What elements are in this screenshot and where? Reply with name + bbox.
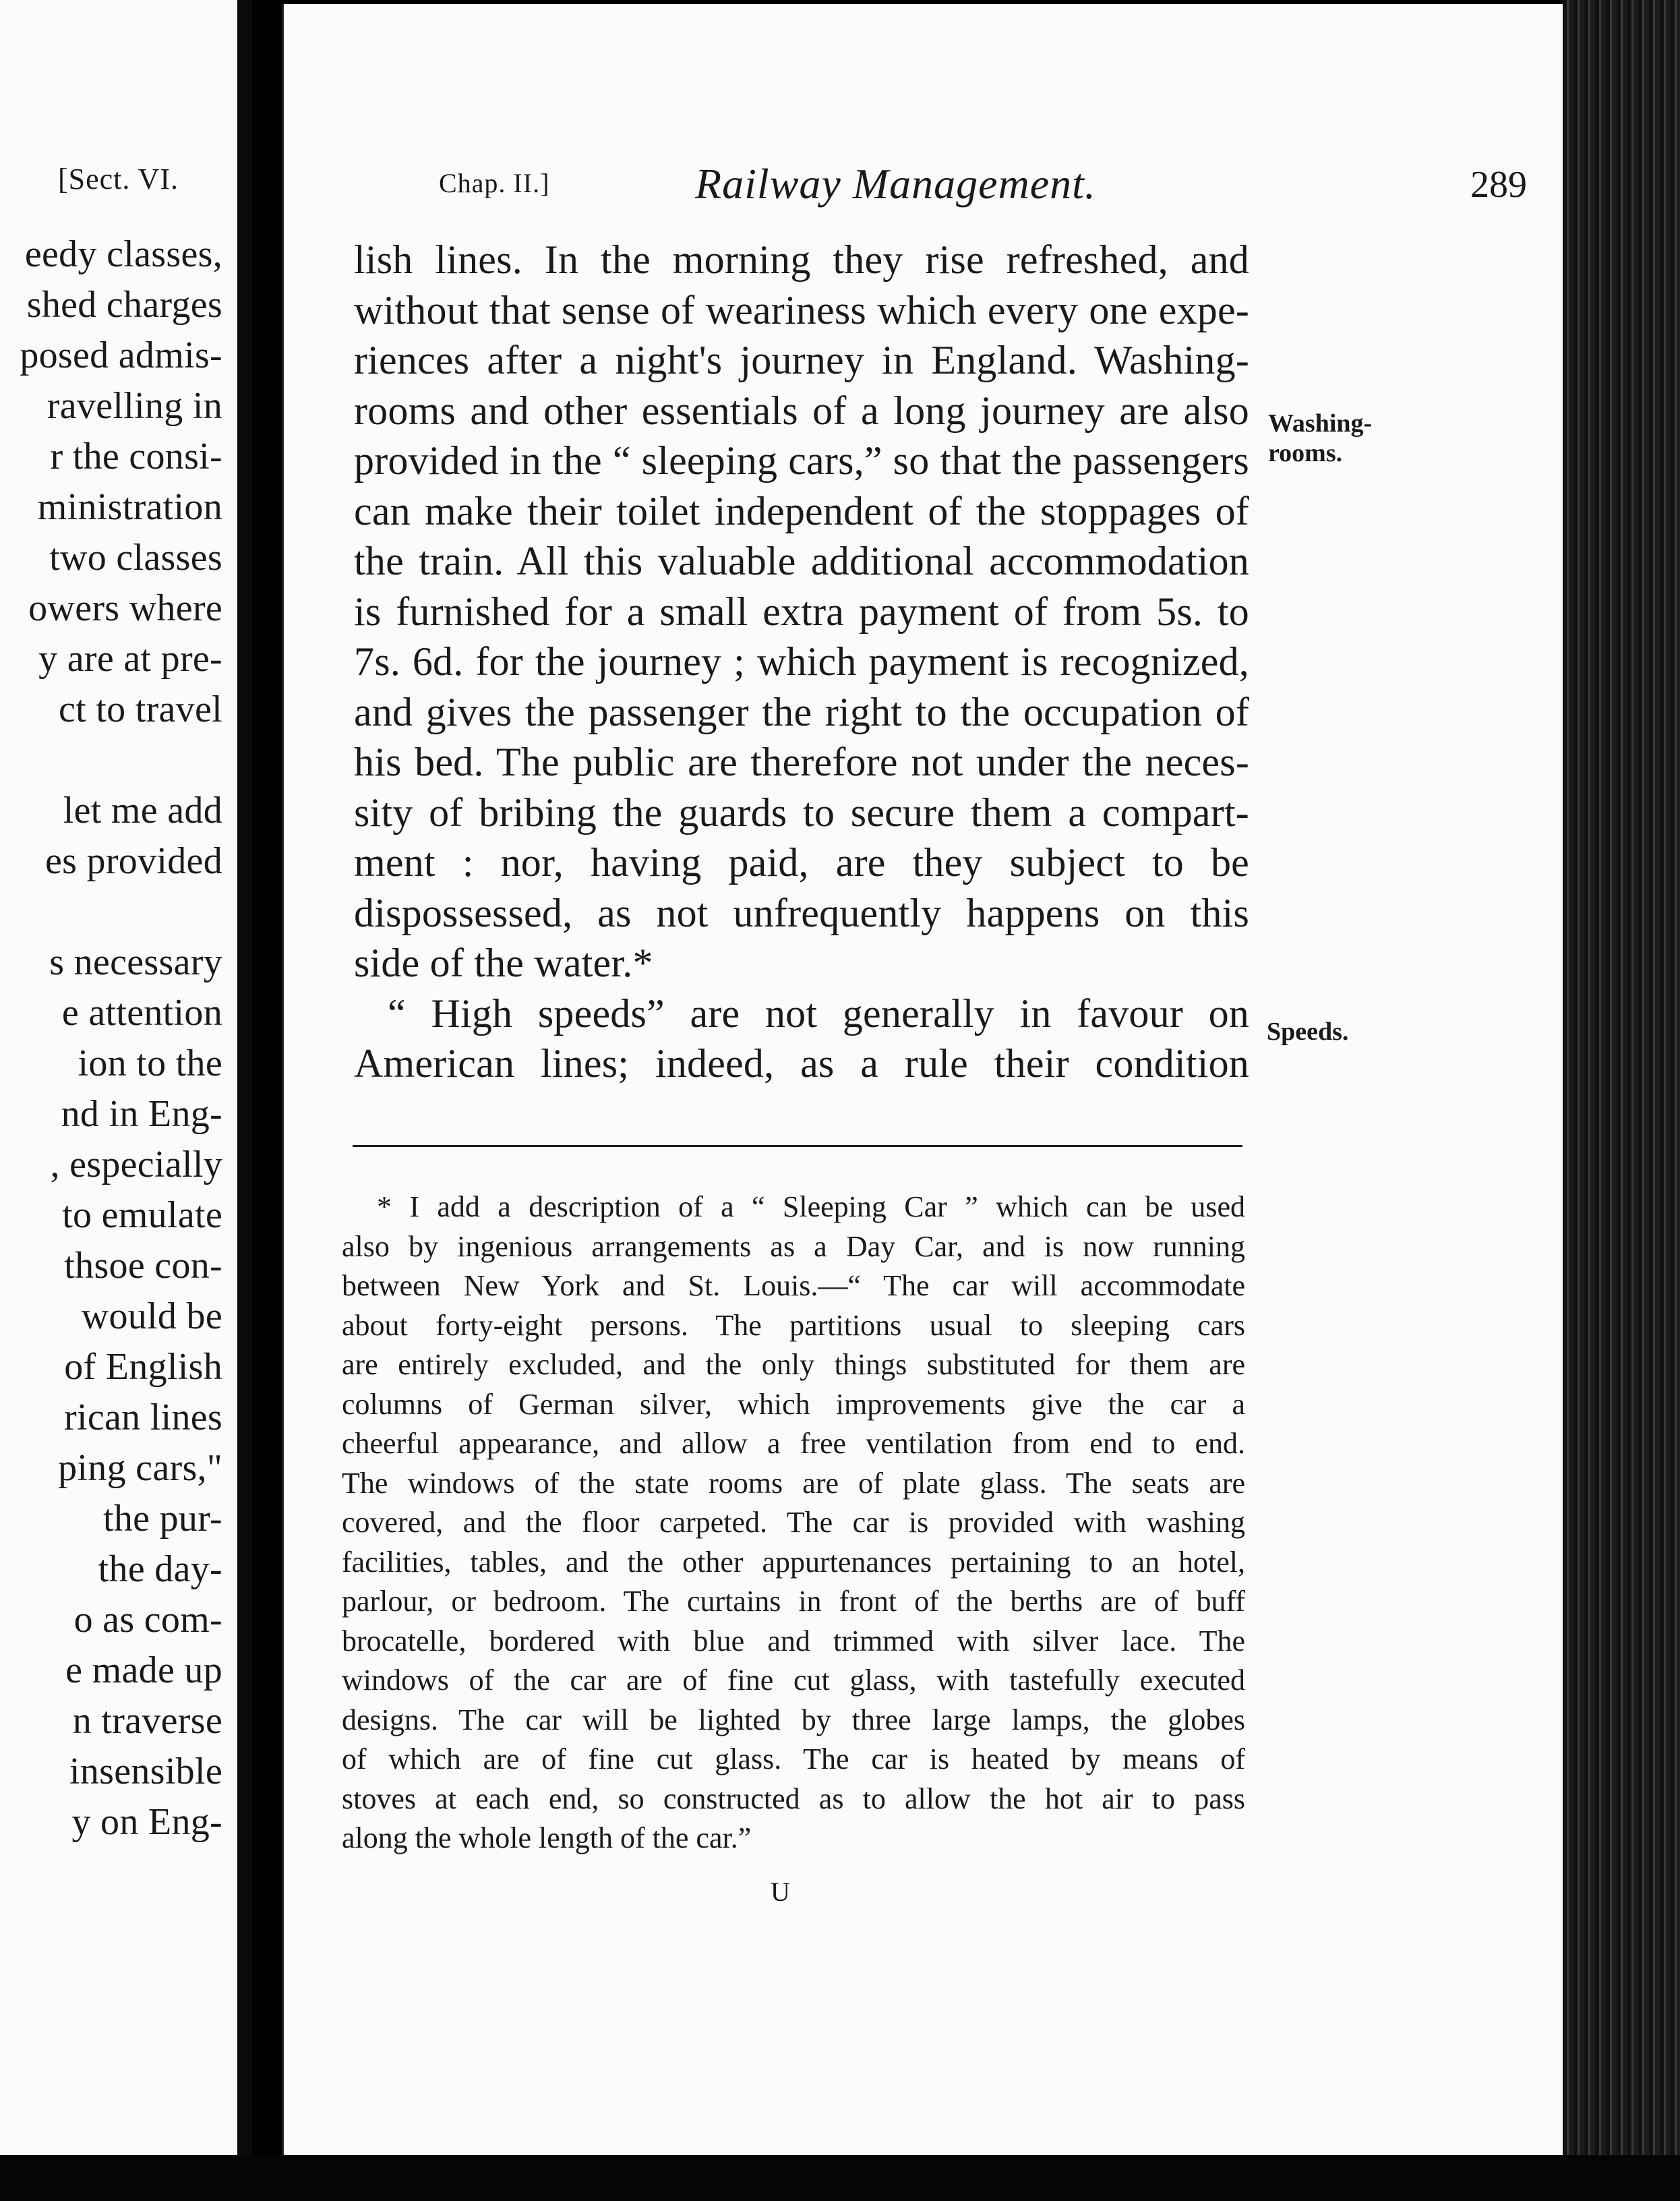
left-text-line: ion to the <box>78 1043 222 1084</box>
left-text-line: ct to travel <box>58 688 222 730</box>
body-text-line: “ High speeds” are not generally in favour on <box>388 991 1249 1036</box>
left-page-header: [Sect. VI. <box>58 163 179 196</box>
left-text-line: two classes <box>49 537 222 579</box>
footnote-line: are entirely excluded, and the only things substituted for them are <box>342 1348 1245 1381</box>
body-text-line: the train. All this valuable additional accommodation <box>354 539 1249 583</box>
body-text-line: can make their toilet independent of the stoppages of <box>354 488 1249 533</box>
footnote-line: between New York and St. Louis.—“ The car will accommodate <box>342 1269 1245 1302</box>
left-text-line: eedy classes, <box>24 233 222 275</box>
left-text-line: let me add <box>63 790 222 831</box>
margin-note-line: rooms. <box>1268 439 1343 467</box>
left-text-line: r the consi- <box>50 436 222 477</box>
left-text-line: e attention <box>61 992 222 1034</box>
footnote-line: windows of the car are of fine cut glass, with tastefully executed <box>342 1664 1245 1697</box>
left-text-line: posed admis- <box>20 334 222 376</box>
left-text-line: thsoe con- <box>64 1245 222 1287</box>
page-edges <box>1563 0 1680 2201</box>
left-text-line: es provided <box>44 840 222 882</box>
signature-mark: U <box>771 1877 790 1907</box>
left-text-line: ping cars," <box>58 1447 222 1489</box>
left-text-line: insensible <box>69 1751 222 1792</box>
footnote-line: stoves at each end, so constructed as to allow the hot air to pass <box>342 1782 1245 1815</box>
body-text-line: rooms and other essentials of a long journey are also <box>354 388 1249 433</box>
footnote-line: covered, and the floor carpeted. The car is provided with washing <box>342 1506 1245 1539</box>
left-text-line: the pur- <box>103 1498 222 1539</box>
footnote-line: cheerful appearance, and allow a free ventilation from end to end. <box>342 1427 1245 1460</box>
body-text-line: ment : nor, having paid, are they subject to be <box>354 840 1249 885</box>
scan-border <box>0 2155 1680 2201</box>
left-text-line: the day- <box>98 1548 222 1590</box>
body-text-line: dispossessed, as not unfrequently happens on this <box>354 890 1249 935</box>
footnote-line: about forty-eight persons. The partitions usual to sleeping cars <box>342 1308 1245 1342</box>
footnote-line: facilities, tables, and the other appurtenances pertaining to an hotel, <box>342 1545 1245 1579</box>
right-page <box>282 4 1565 2197</box>
left-text-line: nd in Eng- <box>61 1093 222 1135</box>
body-text-line: sity of bribing the guards to secure them a compart- <box>354 790 1249 835</box>
left-text-line: shed charges <box>26 284 222 326</box>
footnote-line: columns of German silver, which improvements give the car a <box>342 1387 1245 1421</box>
left-text-line: owers where <box>28 587 222 629</box>
footnote-line: along the whole length of the car.” <box>342 1821 752 1854</box>
body-text-line: riences after a night's journey in England. Washing- <box>354 338 1249 382</box>
running-title: Railway Management. <box>695 160 1096 208</box>
left-text-line: ravelling in <box>47 385 222 427</box>
body-text-line: his bed. The public are therefore not under the neces- <box>354 740 1249 784</box>
left-text-line: s necessary <box>49 941 222 983</box>
footnote-line: * I add a description of a “ Sleeping Car ” which can be used <box>377 1190 1245 1223</box>
body-text-line: provided in the “ sleeping cars,” so that the passengers <box>354 438 1249 483</box>
footnote-line: designs. The car will be lighted by three large lamps, the globes <box>342 1703 1245 1736</box>
left-text-line: e made up <box>65 1649 222 1691</box>
left-text-line: would be <box>81 1295 222 1337</box>
body-text-line: side of the water.* <box>354 941 653 985</box>
running-head <box>365 159 1538 213</box>
left-text-line: rican lines <box>64 1397 222 1438</box>
page-number: 289 <box>1470 164 1527 206</box>
left-text-line: of English <box>64 1346 222 1388</box>
body-text-line: 7s. 6d. for the journey ; which payment is recognized, <box>354 639 1249 684</box>
margin-note-speeds: Speeds. <box>1267 1018 1349 1046</box>
book-gutter <box>237 0 252 2201</box>
margin-note-washing-rooms <box>1268 409 1372 468</box>
margin-note-line: Washing- <box>1268 409 1373 438</box>
body-text-line: and gives the passenger the right to the occupation of <box>354 689 1249 734</box>
left-text-line: y on Eng- <box>71 1801 222 1843</box>
left-text-line: , especially <box>50 1144 222 1185</box>
footnote-line: of which are of fine cut glass. The car is heated by means of <box>342 1742 1245 1776</box>
body-text-line: is furnished for a small extra payment of from 5s. to <box>354 589 1249 634</box>
left-text-line: to emulate <box>62 1194 222 1236</box>
footnote-line: parlour, or bedroom. The curtains in front of the berths are of buff <box>342 1585 1245 1618</box>
left-text-line: o as com- <box>73 1599 222 1641</box>
footnote-line: also by ingenious arrangements as a Day Car, and is now running <box>342 1229 1245 1263</box>
body-text-line: lish lines. In the morning they rise refreshed, and <box>354 237 1249 282</box>
footnote-divider <box>353 1145 1242 1147</box>
footnote-line: The windows of the state rooms are of plate glass. The seats are <box>342 1466 1245 1500</box>
footnote-line: brocatelle, bordered with blue and trimmed with silver lace. The <box>342 1624 1245 1657</box>
left-text-line: ministration <box>37 486 222 528</box>
left-page <box>0 0 237 2201</box>
chapter-label: Chap. II.] <box>439 168 550 198</box>
left-text-line: n traverse <box>72 1700 222 1742</box>
body-text-line: without that sense of weariness which every one expe- <box>354 287 1249 332</box>
left-text-line: y are at pre- <box>38 638 222 680</box>
body-text-line: American lines; indeed, as a rule their condition <box>354 1041 1249 1086</box>
